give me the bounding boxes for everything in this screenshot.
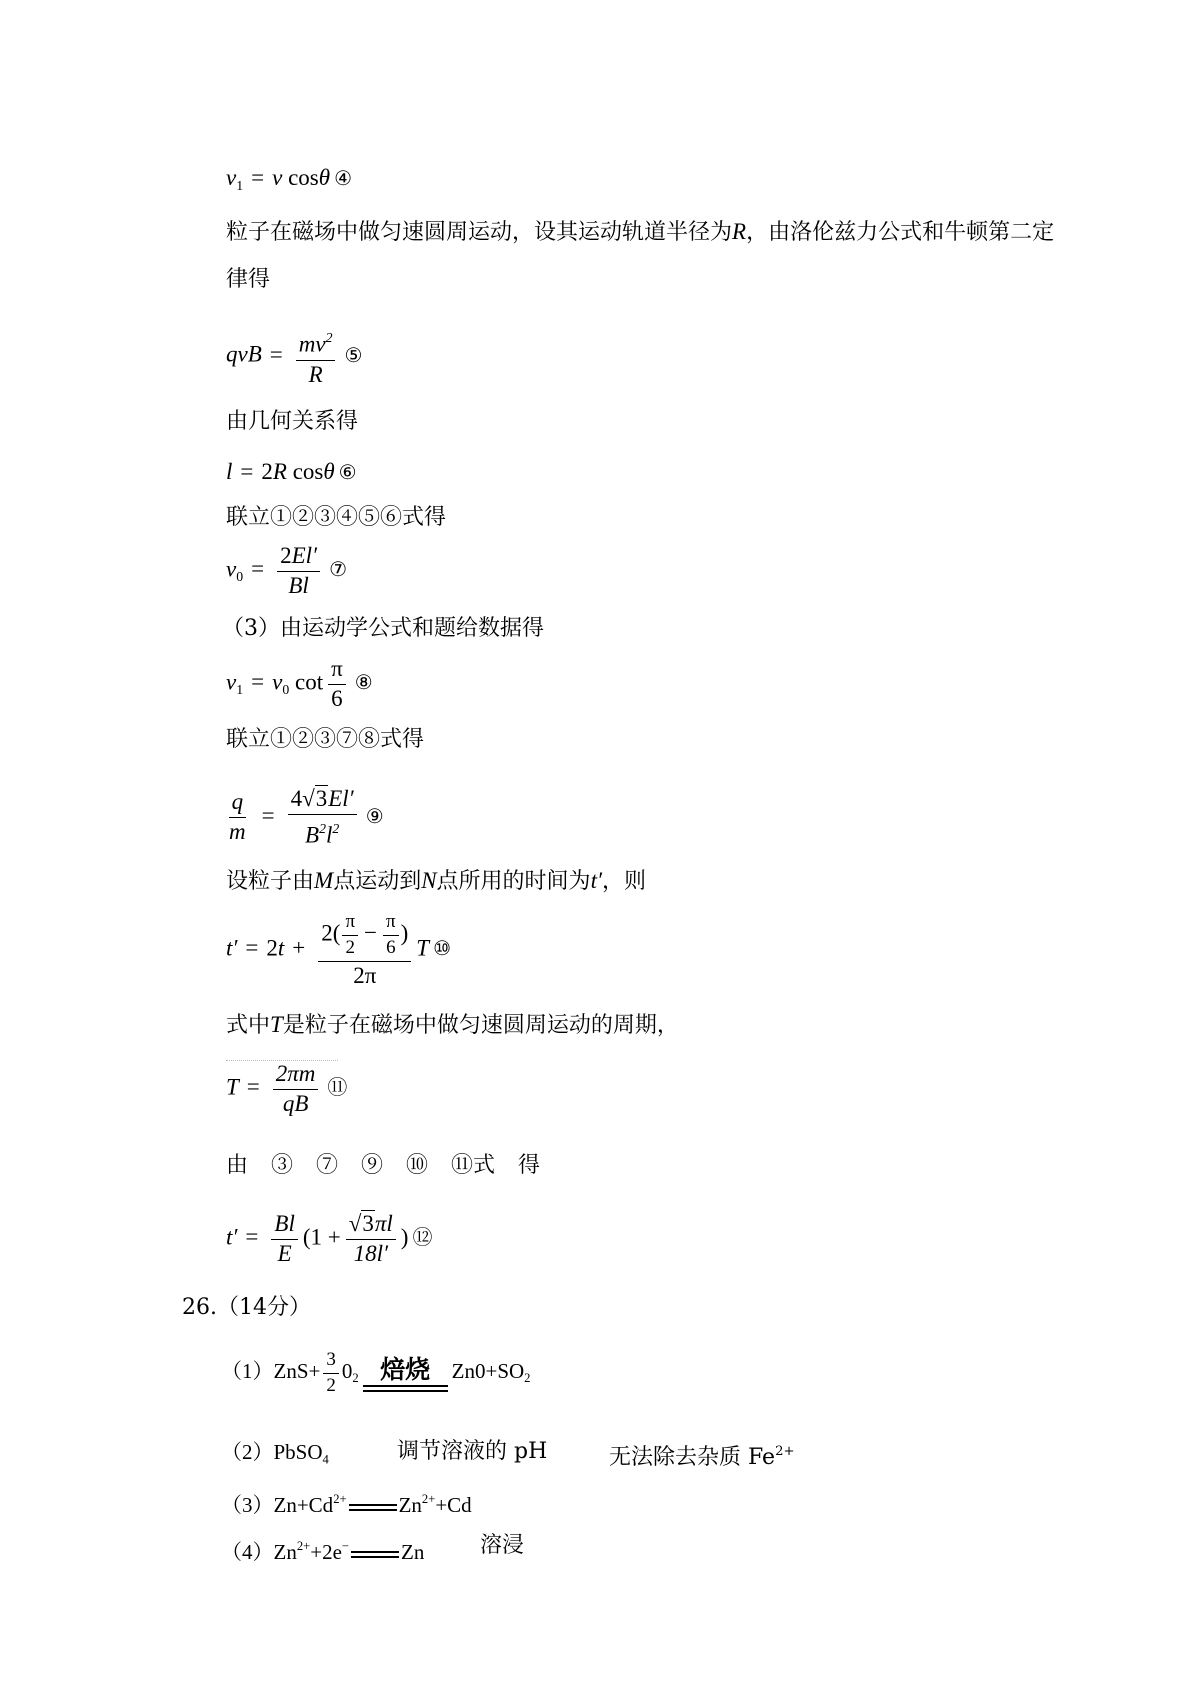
radicand: 3: [362, 1211, 374, 1236]
product: Zn: [401, 1539, 425, 1564]
superscript: 2: [332, 821, 340, 836]
denominator: 2: [345, 937, 355, 958]
text-run: ，则: [601, 869, 646, 894]
denominator: m: [229, 819, 246, 845]
numerator: π: [342, 912, 358, 936]
subscript: 0: [236, 569, 244, 585]
equals-sign: =: [251, 669, 265, 695]
equation-6: [226, 459, 357, 485]
answer-cell: 调节溶液的 pH: [397, 1439, 548, 1464]
denominator: Bl: [288, 573, 309, 598]
equals-sign: =: [261, 802, 275, 828]
subscript: 0: [282, 682, 290, 698]
numerator: π: [328, 657, 346, 685]
equals-sign: =: [269, 341, 283, 367]
denominator: 6: [331, 686, 343, 711]
reaction-equals-line: [349, 1504, 397, 1511]
paragraph-line: [226, 1012, 679, 1039]
paragraph-line: 由几何关系得: [226, 409, 359, 434]
text-run: ，由洛伦兹力公式和牛顿第二定: [746, 220, 1055, 245]
denominator: 18l′: [353, 1241, 388, 1266]
text-run: 点所用的时间为: [436, 869, 591, 894]
numerator: 2πm: [273, 1062, 319, 1090]
var-T: T: [270, 1012, 283, 1037]
cos-function: cos: [292, 459, 324, 484]
answer-text: 无法除去杂质 Fe: [609, 1445, 776, 1471]
equation-tag: ⑪: [327, 1075, 348, 1100]
product: Zn: [398, 1492, 422, 1517]
reaction-equals-line: [351, 1551, 399, 1558]
equation-11: [226, 1062, 347, 1116]
fraction: [271, 1212, 297, 1266]
denominator: R: [308, 361, 323, 387]
question-heading: 26.（14分）: [182, 1295, 311, 1320]
paragraph-line: 律得: [226, 267, 271, 292]
cos-function: cos: [288, 165, 319, 190]
equals-sign: =: [245, 935, 259, 961]
numerator: q: [229, 790, 247, 818]
numerator: 3: [323, 1350, 339, 1374]
var-v: v: [272, 165, 283, 190]
var-N: N: [421, 868, 437, 893]
var-T: T: [416, 935, 430, 961]
paragraph-line: 由 ③ ⑦ ⑨ ⑩ ⑪式 得: [226, 1153, 540, 1178]
equation-12: [226, 1212, 432, 1266]
var-M: M: [314, 868, 334, 893]
subscript: 4: [322, 1452, 329, 1467]
equation-8: [226, 657, 373, 711]
equation-tag: ⑤: [344, 342, 363, 367]
var-t-prime: t′: [226, 935, 238, 961]
text-run: 设粒子由: [226, 869, 315, 894]
expression-lhs: qvB: [226, 341, 262, 367]
equation-tag: ⑥: [338, 460, 357, 484]
var-v: v: [226, 165, 237, 190]
answer-1: [221, 1350, 530, 1396]
paragraph-line: 联立①②③⑦⑧式得: [226, 727, 425, 752]
reactant: 0: [341, 1358, 353, 1383]
subscript: 2: [352, 1371, 359, 1386]
radical-sign: √: [348, 1211, 362, 1236]
minus-sign: −: [364, 920, 378, 946]
condition-label: 焙烧: [380, 1354, 431, 1384]
equals-sign: =: [246, 1074, 260, 1100]
equation-tag: ⑨: [365, 803, 384, 828]
var-v: v: [226, 556, 237, 582]
var-T: T: [226, 1074, 239, 1100]
open-paren-group: (1 +: [302, 1224, 341, 1250]
equals-sign: =: [245, 1224, 259, 1250]
answer-label: （1）ZnS+: [221, 1358, 321, 1383]
var-l: l: [226, 459, 233, 484]
reaction-condition: [361, 1355, 450, 1392]
plus-sign: +: [292, 935, 306, 961]
equals-sign: =: [240, 459, 254, 484]
answer-label: （4）Zn: [221, 1539, 297, 1564]
equation-4: [226, 165, 352, 199]
radicand: 3: [315, 786, 328, 811]
paragraph-line: 联立①②③④⑤⑥式得: [226, 505, 447, 530]
answer-3: [221, 1486, 472, 1518]
var-v: v: [226, 669, 237, 695]
superscript: 2+: [296, 1539, 311, 1553]
answer-label: （2）PbSO: [221, 1440, 323, 1464]
paragraph-line: （3）由运动学公式和题给数据得: [222, 616, 544, 641]
fraction: [342, 912, 358, 958]
fraction: [346, 1212, 396, 1266]
equals-sign: =: [251, 556, 265, 582]
superscript: −: [341, 1539, 350, 1553]
close-paren: ): [400, 920, 409, 946]
fraction: [273, 1062, 319, 1116]
var-theta: θ: [323, 459, 335, 484]
answer-label: （3）Zn+Cd: [221, 1492, 334, 1517]
var-R: R: [272, 459, 287, 484]
close-paren: ): [400, 1224, 409, 1250]
superscript: 2+: [775, 1444, 795, 1459]
subscript: 1: [236, 177, 244, 193]
equation-tag: ⑫: [412, 1225, 433, 1250]
text-run: 点运动到: [333, 869, 422, 894]
product: +Cd: [435, 1492, 472, 1517]
equation-tag: ④: [334, 166, 352, 190]
product: Zn0+SO: [451, 1358, 525, 1383]
open-paren: 2(: [321, 920, 341, 946]
numerator: [296, 326, 336, 361]
numerator: [318, 912, 411, 962]
numerator: [346, 1212, 396, 1240]
equation-10: [226, 912, 451, 988]
superscript: 2+: [333, 1492, 347, 1506]
var-v: v: [272, 669, 283, 695]
reaction-equals-line: [363, 1385, 448, 1392]
coefficient: 2: [261, 459, 273, 484]
equation-tag: ⑧: [354, 670, 373, 695]
var-R: R: [732, 219, 747, 244]
text-run: 是粒子在磁场中做匀速圆周运动的周期，: [282, 1013, 679, 1038]
fraction: [277, 544, 320, 598]
coefficient: 2: [280, 543, 292, 568]
answer-cell: [609, 1439, 795, 1471]
numerator: [277, 544, 320, 572]
radical-sign: √: [302, 786, 315, 811]
denominator: 2: [326, 1375, 336, 1396]
subscript: 1: [236, 682, 244, 698]
superscript: 2: [319, 821, 326, 836]
numerator: π: [383, 912, 399, 936]
equals-sign: =: [251, 165, 265, 190]
denominator: 2π: [353, 963, 377, 988]
var-l: l: [326, 822, 333, 848]
var-t-prime: t′: [590, 868, 602, 893]
reactant: +2e: [310, 1539, 342, 1564]
equation-9: [226, 787, 384, 848]
numerator-text: πl: [374, 1211, 393, 1236]
var-t-prime: t′: [226, 1224, 238, 1250]
coefficient: 2: [266, 935, 278, 961]
fraction: [226, 790, 249, 844]
numerator-text: El′: [291, 543, 318, 568]
text-run: 粒子在磁场中做匀速圆周运动，设其运动轨道半径为: [226, 220, 733, 245]
var-t: t: [277, 935, 285, 961]
coefficient: 4: [290, 786, 303, 811]
numerator: Bl: [271, 1212, 297, 1240]
text-run: 式中: [226, 1013, 271, 1038]
answer-cell: [221, 1533, 424, 1565]
subscript: 2: [524, 1371, 531, 1386]
denominator: 6: [386, 937, 396, 958]
var-theta: θ: [318, 165, 331, 190]
denominator: [302, 815, 342, 848]
denominator: qB: [282, 1091, 309, 1116]
fraction: [383, 912, 399, 958]
fraction: [323, 1350, 339, 1396]
equation-tag: ⑩: [433, 936, 452, 961]
numerator: [288, 787, 357, 815]
cot-function: cot: [294, 669, 324, 695]
superscript: 2: [325, 330, 333, 345]
fraction: [318, 912, 411, 988]
denominator: E: [277, 1241, 292, 1266]
fraction: [288, 787, 357, 848]
var-B: B: [305, 822, 320, 848]
equation-tag: ⑦: [329, 557, 348, 582]
equation-5: [226, 326, 362, 387]
equation-7: [226, 544, 347, 598]
fraction: [296, 326, 336, 387]
fraction: [328, 657, 346, 711]
superscript: 2+: [421, 1492, 436, 1506]
paragraph-line: [226, 868, 646, 895]
answer-cell: [221, 1439, 329, 1472]
numerator-text: El′: [328, 786, 354, 811]
numerator-text: mv: [298, 331, 326, 357]
answer-cell: 溶浸: [480, 1533, 525, 1558]
paragraph-line: [226, 219, 1054, 246]
